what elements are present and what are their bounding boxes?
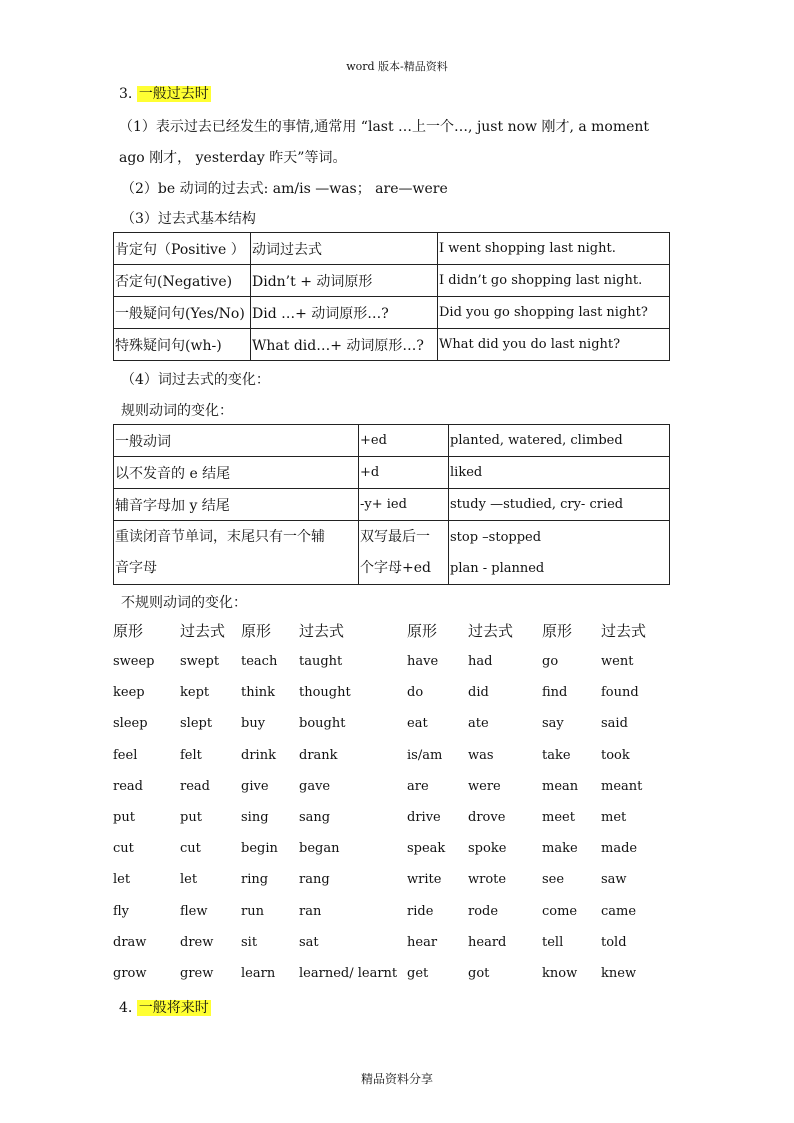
- base-form: say: [542, 716, 564, 732]
- base-form: is/am: [407, 747, 443, 763]
- past-form: met: [601, 809, 627, 825]
- past-form: drank: [299, 747, 338, 763]
- table-cell: What did…+ 动词原形…?: [251, 329, 438, 361]
- past-form: heard: [468, 934, 507, 950]
- past-form: took: [601, 747, 630, 763]
- structure-table: [113, 232, 670, 361]
- base-form: teach: [241, 654, 278, 669]
- table-row: [114, 329, 670, 361]
- base-form: fly: [113, 903, 130, 919]
- base-form: ring: [241, 872, 269, 888]
- table-cell: [449, 521, 670, 585]
- base-form: read: [113, 778, 143, 794]
- change-line-1: 双写最后一: [360, 528, 430, 545]
- base-form: make: [542, 841, 578, 857]
- past-form: bought: [299, 716, 346, 732]
- past-form: were: [468, 778, 501, 794]
- table-cell: +ed: [359, 425, 449, 457]
- past-form: saw: [601, 872, 627, 888]
- past-form: drew: [180, 934, 214, 950]
- table-row: [114, 425, 670, 457]
- past-form: said: [601, 716, 628, 732]
- table-cell: I went shopping last night.: [438, 233, 670, 265]
- past-form: had: [468, 654, 493, 669]
- past-form: spoke: [468, 841, 507, 857]
- base-form: sit: [241, 934, 258, 950]
- section-3-heading: [119, 83, 211, 103]
- header-cell: 原形: [241, 622, 272, 640]
- past-form: felt: [180, 747, 202, 763]
- base-form: ride: [407, 903, 434, 919]
- base-form: keep: [113, 685, 145, 701]
- paragraph-1-line-2: ago 刚才， yesterday 昨天”等词。: [119, 150, 347, 166]
- base-form: run: [241, 903, 264, 919]
- past-form: grew: [180, 965, 214, 981]
- irregular-verbs-heading: 不规则动词的变化：: [121, 595, 247, 611]
- irregular-verb-row: [113, 966, 673, 997]
- base-form: mean: [542, 778, 579, 794]
- table-cell: 以不发音的 e 结尾: [114, 457, 359, 489]
- past-form: learned/ learnt: [299, 965, 398, 981]
- table-row: [114, 457, 670, 489]
- header-cell: 过去式: [180, 622, 226, 640]
- table-cell: [359, 521, 449, 585]
- past-form: gave: [299, 778, 331, 794]
- base-form: draw: [113, 934, 147, 950]
- past-form: told: [601, 934, 627, 950]
- base-form: tell: [542, 934, 564, 950]
- base-form: see: [542, 872, 565, 888]
- irregular-verbs-list: [113, 620, 673, 997]
- table-cell: liked: [449, 457, 670, 489]
- past-form: cut: [180, 841, 201, 857]
- change-line-2: 个字母+ed: [360, 559, 431, 576]
- table-cell: 辅音字母加 y 结尾: [114, 489, 359, 521]
- paragraph-3: （3）过去式基本结构: [121, 211, 256, 227]
- table-row: [114, 521, 670, 585]
- past-form: did: [468, 685, 489, 701]
- section-4-number: 4.: [119, 1000, 133, 1016]
- irregular-verb-row: [113, 654, 673, 685]
- base-form: speak: [407, 841, 446, 857]
- past-form: got: [468, 965, 490, 981]
- header-cell: 过去式: [468, 622, 514, 640]
- table-row: [114, 265, 670, 297]
- paragraph-2: （2）be 动词的过去式: am/is —was； are—were: [121, 181, 448, 197]
- irregular-verb-row: [113, 716, 673, 747]
- table-cell: 一般动词: [114, 425, 359, 457]
- table-cell: I didn’t go shopping last night.: [438, 265, 670, 297]
- past-form: ran: [299, 903, 322, 919]
- irregular-verb-row: [113, 872, 673, 903]
- header-cell: 原形: [113, 622, 144, 640]
- table-cell: 特殊疑问句(wh-): [114, 329, 251, 361]
- table-cell: +d: [359, 457, 449, 489]
- section-4-title: 一般将来时: [138, 1000, 209, 1016]
- base-form: take: [542, 747, 571, 763]
- table-cell: study —studied, cry- cried: [449, 489, 670, 521]
- base-form: eat: [407, 716, 428, 732]
- table-cell: -y+ ied: [359, 489, 449, 521]
- past-form: found: [601, 685, 639, 701]
- base-form: sing: [241, 809, 269, 825]
- base-form: let: [113, 872, 131, 888]
- base-form: write: [407, 872, 442, 888]
- header-cell: 过去式: [299, 622, 345, 640]
- example-line-1: stop –stopped: [450, 529, 542, 545]
- past-form: ate: [468, 716, 489, 732]
- base-form: hear: [407, 934, 438, 950]
- base-form: put: [113, 809, 135, 825]
- table-cell: 动词过去式: [251, 233, 438, 265]
- rule-line-1: 重读闭音节单词，末尾只有一个辅: [115, 528, 325, 545]
- base-form: sweep: [113, 654, 155, 669]
- base-form: begin: [241, 841, 278, 857]
- past-form: taught: [299, 654, 343, 669]
- base-form: give: [241, 778, 269, 794]
- base-form: get: [407, 965, 429, 981]
- base-form: are: [407, 778, 429, 794]
- past-form: sang: [299, 809, 331, 825]
- table-cell: 否定句(Negative): [114, 265, 251, 297]
- regular-verbs-heading: 规则动词的变化：: [121, 403, 233, 419]
- past-form: sat: [299, 934, 319, 950]
- header-cell: 原形: [407, 622, 438, 640]
- section-4-heading: [119, 997, 211, 1017]
- past-form: thought: [299, 685, 351, 701]
- table-cell: Did …+ 动词原形…?: [251, 297, 438, 329]
- irregular-verb-row: [113, 841, 673, 872]
- base-form: come: [542, 903, 578, 919]
- past-form: kept: [180, 685, 210, 701]
- irregular-verb-row: [113, 748, 673, 779]
- base-form: grow: [113, 965, 147, 981]
- base-form: drive: [407, 809, 441, 825]
- past-form: began: [299, 841, 340, 857]
- irregular-verb-row: [113, 810, 673, 841]
- past-form: flew: [180, 903, 208, 919]
- paragraph-1-line-1: （1）表示过去已经发生的事情,通常用 “last …上一个…, just now 刚才, a moment: [119, 119, 650, 135]
- past-form: read: [180, 778, 210, 794]
- table-cell: [114, 521, 359, 585]
- base-form: go: [542, 654, 559, 669]
- past-form: went: [601, 654, 634, 669]
- header-cell: 原形: [542, 622, 573, 640]
- base-form: find: [542, 685, 568, 701]
- base-form: know: [542, 965, 578, 981]
- base-form: meet: [542, 809, 575, 825]
- past-form: swept: [180, 654, 220, 669]
- table-row: [114, 489, 670, 521]
- base-form: sleep: [113, 716, 148, 732]
- irregular-header-row: [113, 620, 673, 654]
- table-row: [114, 233, 670, 265]
- page-footer: 精品资料分享: [360, 1072, 433, 1086]
- past-form: drove: [468, 809, 506, 825]
- base-form: think: [241, 685, 276, 701]
- past-form: wrote: [468, 872, 507, 888]
- base-form: buy: [241, 716, 266, 732]
- past-form: let: [180, 872, 198, 888]
- irregular-rows: [113, 654, 673, 997]
- past-form: was: [468, 747, 494, 763]
- past-form: slept: [180, 716, 213, 732]
- past-form: meant: [601, 778, 643, 794]
- base-form: drink: [241, 747, 276, 763]
- past-form: put: [180, 809, 202, 825]
- table-row: [114, 297, 670, 329]
- irregular-verb-row: [113, 685, 673, 716]
- past-form: came: [601, 903, 637, 919]
- section-3-title: 一般过去时: [138, 86, 209, 102]
- irregular-verb-row: [113, 904, 673, 935]
- rule-line-2: 音字母: [115, 559, 157, 576]
- table-cell: Didn’t + 动词原形: [251, 265, 438, 297]
- past-form: knew: [601, 965, 637, 981]
- example-line-2: plan - planned: [450, 560, 545, 576]
- table-cell: What did you do last night?: [438, 329, 670, 361]
- base-form: learn: [241, 965, 276, 981]
- table-cell: 肯定句（Positive ）: [114, 233, 251, 265]
- past-form: rang: [299, 872, 330, 888]
- base-form: do: [407, 685, 424, 701]
- irregular-verb-row: [113, 779, 673, 810]
- past-form: made: [601, 841, 638, 857]
- base-form: feel: [113, 747, 138, 763]
- table-cell: planted, watered, climbed: [449, 425, 670, 457]
- base-form: cut: [113, 841, 134, 857]
- base-form: have: [407, 654, 439, 669]
- regular-verbs-table: [113, 424, 670, 585]
- paragraph-4: （4）词过去式的变化：: [121, 372, 270, 388]
- table-cell: Did you go shopping last night?: [438, 297, 670, 329]
- page-header: word 版本-精品资料: [346, 60, 448, 73]
- table-cell: 一般疑问句(Yes/No): [114, 297, 251, 329]
- irregular-verb-row: [113, 935, 673, 966]
- section-3-number: 3.: [119, 86, 133, 102]
- past-form: rode: [468, 903, 499, 919]
- header-cell: 过去式: [601, 622, 647, 640]
